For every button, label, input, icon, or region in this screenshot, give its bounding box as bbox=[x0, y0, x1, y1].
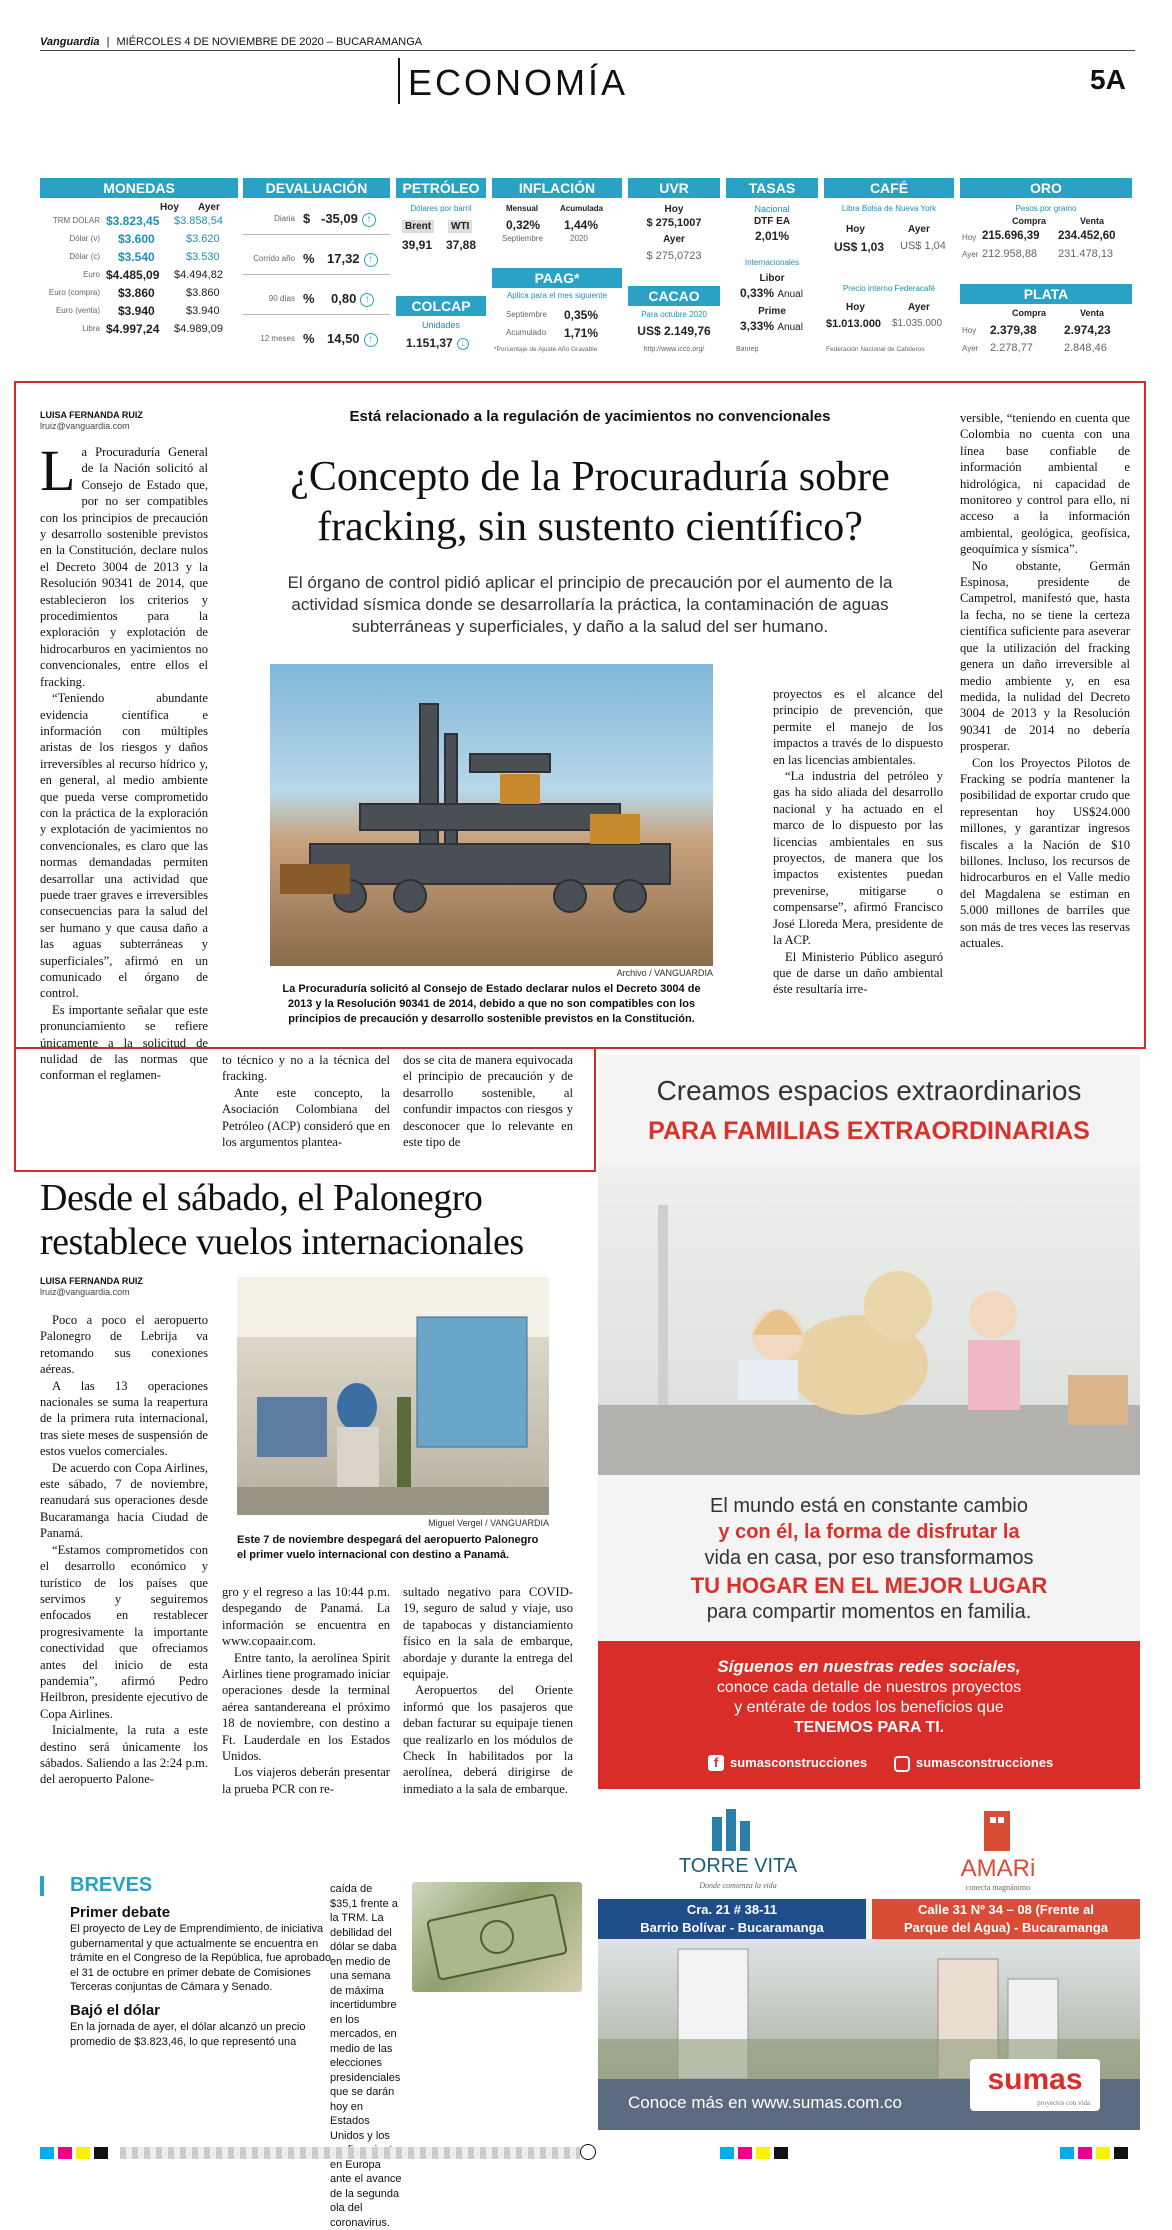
paragraph: Es importante señalar que este pronunciamiento se refiere únicamente a la solicitud de nulidad de las normas que conforman el reglamen- bbox=[40, 1002, 208, 1083]
oro-hoy-label: Hoy bbox=[962, 233, 977, 242]
photo-credit: Miguel Vergel / VANGUARDIA bbox=[428, 1518, 549, 1528]
sumas-advertisement bbox=[598, 1055, 1140, 2130]
airport-scene-illustration bbox=[237, 1277, 549, 1515]
paragraph: El Ministerio Público aseguró que de darse un daño ambiental éste resultaría irre- bbox=[773, 949, 943, 997]
masthead-rule bbox=[40, 50, 1135, 51]
article1-col2 bbox=[222, 1052, 390, 1150]
color-swatch bbox=[1096, 2147, 1110, 2159]
ad-red-text: conoce cada detalle de nuestros proyectos bbox=[716, 1679, 1022, 1696]
devaluacion-value: -35,09 bbox=[321, 211, 358, 226]
inflacion-mensual: 0,32% bbox=[506, 218, 541, 232]
inflacion-mensual-label: Mensual bbox=[506, 204, 539, 213]
cafe-hoy1: US$ 1,03 bbox=[834, 240, 885, 254]
ad-line1: Creamos espacios extraordinarios bbox=[656, 1075, 1082, 1106]
monedas-ayer: $3.940 bbox=[186, 305, 220, 317]
divider bbox=[243, 314, 390, 315]
paragraph: “La industria del petróleo y gas ha sido aliada del desarrollo nacional y ha actuado en el marco de lo dispuesto por las licencias ambientales en sus proyectos, de manera que los impactos existentes puedan prevenirse, mitigarse o compensarse”, afirmó Francisco José Lloreda Mera, presidente de la ACP. bbox=[773, 769, 943, 948]
article-kicker: Está relacionado a la regulación de yacimientos no convencionales bbox=[349, 408, 831, 425]
paag-r2-label: Acumulado bbox=[506, 328, 547, 337]
paag-r1-label: Septiembre bbox=[506, 310, 547, 319]
tasas-src: Banrep bbox=[736, 346, 759, 353]
monedas-label: Libra bbox=[82, 324, 100, 333]
breves-box bbox=[40, 1874, 586, 2229]
ad-social-bar bbox=[598, 1641, 1140, 1789]
devaluacion-row bbox=[331, 291, 374, 307]
inflacion-title: INFLACIÓN bbox=[492, 178, 622, 198]
instagram-icon bbox=[894, 1756, 910, 1772]
devaluacion-title: DEVALUACIÓN bbox=[243, 178, 390, 198]
color-swatch bbox=[720, 2147, 734, 2159]
article-deck: El órgano de control pidió aplicar el principio de precaución por el aumento de la actividad sísmica donde se desarrollaría la práctica, la contaminación de aguas subterráneas y superficiales, y daño a la salud del ser humano. bbox=[287, 573, 893, 636]
devaluacion-value: 14,50 bbox=[327, 331, 360, 346]
monedas-ayer: $4.494,82 bbox=[174, 269, 223, 281]
wti-label: WTI bbox=[448, 220, 472, 233]
monedas-label: TRM DÓLAR bbox=[52, 216, 100, 225]
colcap-row bbox=[406, 336, 469, 350]
monedas-hoy: $3.940 bbox=[118, 304, 155, 318]
inflacion-acumulada-label: Acumulada bbox=[560, 204, 604, 213]
monedas-label: Dólar (c) bbox=[69, 252, 100, 261]
uvr-hoy: $ 275,1007 bbox=[646, 217, 702, 229]
paragraph: Aeropuertos del Oriente informó que los pasajeros que deban facturar su equipaje tienen que realizarlo en los módulos de Check In habilitados por la aerolínea, deberá dirigirse de inmediato a la sala de embarque. bbox=[403, 1683, 573, 1796]
address2-line: Calle 31 Nº 34 – 08 (Frente al bbox=[917, 1902, 1094, 1917]
oro-compra-label: Compra bbox=[1012, 216, 1047, 226]
paragraph: Los viajeros deberán presentar la prueba PCR con re- bbox=[222, 1765, 390, 1796]
sumas-logo-text: sumas bbox=[987, 2063, 1083, 2096]
monedas-ayer: $3.620 bbox=[186, 233, 220, 245]
uvr-box bbox=[628, 178, 720, 358]
byline-email: lruiz@vanguardia.com bbox=[40, 421, 130, 431]
article2-headline: Desde el sábado, el Palonegro restablece vuelos internacionales bbox=[40, 1177, 524, 1263]
oro-box bbox=[960, 178, 1132, 358]
monedas-label: Euro (compra) bbox=[48, 288, 100, 297]
registration-mark-icon bbox=[580, 2144, 596, 2160]
oro-hoy-venta: 234.452,60 bbox=[1058, 230, 1116, 242]
ad-body: vida en casa, por eso transformamos bbox=[704, 1547, 1034, 1569]
color-swatch bbox=[76, 2147, 90, 2159]
masthead: Vanguardia | MIÉRCOLES 4 DE NOVIEMBRE DE 2020 – BUCARAMANGA bbox=[40, 36, 423, 48]
ad-body: y con él, la forma de disfrutar la bbox=[718, 1521, 1020, 1543]
oro-sub: Pesos por gramo bbox=[1015, 204, 1077, 213]
cacao-title: CACAO bbox=[628, 286, 720, 306]
section-bar bbox=[398, 58, 400, 104]
monedas-hoy: $3.860 bbox=[118, 286, 155, 300]
photo-caption: Este 7 de noviembre despegará del aeropuerto Palonegro el primer vuelo internacional con destino a Panamá. bbox=[237, 1534, 539, 1561]
color-swatch bbox=[738, 2147, 752, 2159]
buildings-illustration bbox=[598, 1939, 1140, 2079]
paragraph: to técnico y no a la técnica del fracking. bbox=[222, 1053, 390, 1084]
colcap-value: 1.151,37 bbox=[406, 336, 453, 350]
dollar-bill-icon bbox=[412, 1882, 582, 1992]
uvr-ayer-label: Ayer bbox=[663, 234, 685, 245]
paper-name: Vanguardia bbox=[40, 36, 100, 48]
paragraph: Poco a poco el aeropuerto Palonegro de Lebrija va retomando sus conexiones aéreas. bbox=[40, 1313, 208, 1377]
plata-ayer-compra: 2.278,77 bbox=[990, 342, 1033, 354]
paragraph: De acuerdo con Copa Airlines, este sábado, 7 de noviembre, reanudará sus operaciones desde Bucaramanga hacia Ciudad de Panamá. bbox=[40, 1460, 208, 1541]
petroleo-box bbox=[396, 178, 486, 358]
tasas-libor-row bbox=[740, 286, 803, 300]
plata-ayer-venta: 2.848,46 bbox=[1064, 342, 1107, 354]
cafe-title: CAFÉ bbox=[824, 178, 954, 198]
brand2-name: AMARi bbox=[960, 1855, 1036, 1882]
sumas-logo-tag: proyectos con vida bbox=[1037, 2099, 1090, 2107]
devaluacion-value: 17,32 bbox=[327, 251, 360, 266]
devaluacion-label: Diaria bbox=[274, 214, 295, 223]
dollar-bills-photo bbox=[412, 1882, 582, 1992]
address2 bbox=[872, 1899, 1140, 1939]
arrow-down-icon: ↓ bbox=[457, 338, 469, 350]
devaluacion-label: Corrido año bbox=[253, 254, 295, 263]
petroleo-title: PETRÓLEO bbox=[396, 178, 486, 198]
cafe-ayer-label: Ayer bbox=[908, 302, 930, 313]
devaluacion-value: 0,80 bbox=[331, 291, 357, 306]
article1-col3 bbox=[403, 1052, 573, 1150]
gray-scale-strip bbox=[120, 2147, 580, 2159]
cafe-hoy2: $1.013.000 bbox=[826, 318, 882, 330]
facebook-icon: f bbox=[708, 1755, 724, 1771]
breves-heading: Primer debate bbox=[70, 1904, 171, 1921]
paragraph: Con los Proyectos Pilotos de Fracking se podría mantener la posibilidad de exportar crudo que representan hoy US$24.000 millones, y garantizar ingresos fiscales a la Nación de $10 billones. Incluso, los recursos de hidrocarburos en el Valle medio del Magdalena se estiman en 5.000 millones de barriles que son más de tres veces las reservas actuales. bbox=[960, 755, 1130, 950]
devaluacion-unit: % bbox=[303, 251, 315, 266]
ad-line2: PARA FAMILIAS EXTRAORDINARIAS bbox=[648, 1117, 1090, 1145]
monedas-title: MONEDAS bbox=[40, 178, 238, 198]
devaluacion-label: 12 meses bbox=[260, 334, 295, 343]
divider bbox=[243, 234, 390, 235]
children-dog-illustration bbox=[598, 1165, 1140, 1475]
family-photo bbox=[598, 1165, 1140, 1475]
colcap-sub: Unidades bbox=[421, 320, 461, 330]
color-swatch bbox=[1060, 2147, 1074, 2159]
brand1-name: TORRE VITA bbox=[678, 1855, 798, 1877]
uvr-ayer: $ 275,0723 bbox=[646, 250, 702, 262]
arrow-up-icon: ↑ bbox=[362, 213, 376, 227]
monedas-hoy: $4.997,24 bbox=[106, 322, 160, 336]
ad-body: TU HOGAR EN EL MEJOR LUGAR bbox=[690, 1573, 1048, 1598]
color-swatch bbox=[40, 2147, 54, 2159]
arrow-up-icon: ↑ bbox=[360, 293, 374, 307]
oro-title: ORO bbox=[960, 178, 1132, 198]
cafe-ayer2: $1.035.000 bbox=[892, 318, 943, 329]
ad-body: para compartir momentos en familia. bbox=[706, 1601, 1032, 1623]
paag-r1: 0,35% bbox=[564, 308, 599, 322]
monedas-label: Euro bbox=[83, 270, 100, 279]
paag-note: *Porcentaje de Ajuste Año Gravable bbox=[494, 346, 598, 353]
breves-text: caída de $35,1 frente a la TRM. La debilidad del dólar se daba en medio de una semana de máxima incertidumbre en los mercados, en medio de las elecciones presidenciales que se darán hoy en Estados Unidos y los en Europa ante el avance de la segunda ola del coronavirus. bbox=[330, 1883, 402, 2229]
devaluacion-row bbox=[327, 331, 378, 347]
byline-email: lruiz@vanguardia.com bbox=[40, 1287, 130, 1297]
devaluacion-box bbox=[243, 178, 390, 358]
monedas-hoy: $4.485,09 bbox=[106, 268, 160, 282]
tasas-dtf-label: DTF EA bbox=[753, 216, 791, 227]
cafe-hoy-label: Hoy bbox=[846, 302, 865, 313]
buildings-photo bbox=[598, 1939, 1140, 2079]
tasas-int-label: Internacionales bbox=[744, 258, 800, 267]
paragraph: Entre tanto, la aerolínea Spirit Airlines tiene programado iniciar operaciones desde la terminal aérea santandereana el próximo 18 de noviembre, con destino a Ft. Lauderdale en los Estados Unidos. bbox=[222, 1650, 390, 1764]
paragraph: A las 13 operaciones nacionales se suma la reapertura de la primera ruta internacional, tras siete meses de suspensión de estos vuelos comerciales. bbox=[40, 1378, 208, 1459]
inflacion-anio: 2020 bbox=[570, 234, 588, 243]
torre-vita-logo-icon bbox=[706, 1807, 764, 1851]
paragraph: versible, “teniendo en cuenta que Colombia no cuenta con una línea base confiable de información ambiental e hidrológica, ni capacidad de monitoreo y control para ello, ni acceso a la información ambiental, geológica, geofísica, geoquímica y sísmica”. bbox=[960, 411, 1130, 557]
breves-text: En la jornada de ayer, el dólar alcanzó un precio promedio de $3.823,46, lo que representó una bbox=[70, 2021, 306, 2048]
paag-title: PAAG* bbox=[492, 268, 622, 288]
plata-hoy-compra: 2.379,38 bbox=[990, 323, 1037, 337]
plata-hoy-venta: 2.974,23 bbox=[1064, 323, 1111, 337]
ad-instagram[interactable] bbox=[894, 1755, 1053, 1772]
cafe-ayer1: US$ 1,04 bbox=[900, 240, 946, 252]
monedas-ayer: $4.989,09 bbox=[174, 323, 223, 335]
section-title: ECONOMÍA bbox=[408, 62, 629, 103]
tasas-nacional-label: Nacional bbox=[754, 204, 790, 214]
monedas-hoy: $3.600 bbox=[118, 232, 155, 246]
page-number: 5A bbox=[1090, 64, 1126, 95]
color-swatch bbox=[1078, 2147, 1092, 2159]
cafe-src: Federación Nacional de Cafeteros bbox=[826, 346, 925, 353]
paragraph: “Estamos comprometidos con el desarrollo económico y turístico de los países que servimos y seguiremos enfocados en restablecer progresivamente la importante conectividad que ofreciamos antes del inicio de esta pandemia”, afirmó Pedro Heilbron, presidente ejecutivo de Copa Airlines. bbox=[40, 1542, 208, 1721]
cafe-sub1: Libra Bolsa de Nueva York bbox=[841, 204, 937, 213]
cacao-value: US$ 2.149,76 bbox=[637, 324, 711, 338]
paag-sub: Aplica para el mes siguiente bbox=[506, 291, 608, 300]
issue-date: MIÉRCOLES 4 DE NOVIEMBRE DE 2020 – BUCARAMANGA bbox=[116, 36, 423, 48]
devaluacion-row bbox=[327, 251, 378, 267]
monedas-ayer: $3.530 bbox=[186, 251, 220, 263]
ad-facebook[interactable] bbox=[708, 1755, 867, 1771]
cafe-ayer-label: Ayer bbox=[908, 224, 930, 235]
color-swatch bbox=[94, 2147, 108, 2159]
paragraph: Inicialmente, la ruta a este destino será únicamente los sábados. Saliendo a las 2:24 p.m. del aeropuerto Palone- bbox=[40, 1723, 208, 1787]
drop-cap: L bbox=[40, 438, 76, 503]
tasas-libor: 0,33% bbox=[740, 286, 775, 300]
paragraph: a Procuraduría General de la Nación solicitó al Consejo de Estado que, por no ser compatibles con los principios de precaución y desarrollo sostenible previstos en la Constitución, declare nulos el Decreto 3004 de 2013 y la Resolución 90341 de 2014, que establecieron los criterios y procedimientos para la exploración y explotación de hidrocarburos en yacimientos no convencionales, entre ellos el fracking. bbox=[40, 445, 208, 689]
print-color-bar bbox=[40, 2147, 1135, 2161]
paragraph: proyectos es el alcance del principio de prevención, que permite el manejo de los impactos a través de lo dispuesto en las licencias ambientales. bbox=[773, 687, 943, 767]
devaluacion-unit: % bbox=[303, 331, 315, 346]
article2-col2 bbox=[222, 1584, 390, 1797]
brand2-tag: conecta magnánimo bbox=[965, 1883, 1031, 1892]
tasas-prime: 3,33% bbox=[740, 319, 775, 333]
inflacion-box bbox=[492, 178, 622, 358]
breves-text: El proyecto de Ley de Emprendimiento, de iniciativa gubernamental y que actualmente se encuentra en trámite en el Congreso de la República, fue aprobado el 31 de octubre en primer debate de Comisiones Terceras conjuntas de Cámara y Senado. bbox=[70, 1923, 332, 1993]
plata-compra-label: Compra bbox=[1012, 308, 1047, 318]
tasas-prime-label: Prime bbox=[758, 306, 786, 317]
fracking-rig-illustration bbox=[270, 664, 713, 966]
ad-brands bbox=[598, 1789, 1140, 1899]
article-headline: ¿Concepto de la Procuraduría sobre fracking, sin sustento científico? bbox=[290, 454, 890, 550]
inflacion-acumulada: 1,44% bbox=[564, 218, 599, 232]
paragraph: dos se cita de manera equivocada el principio de precaución y de desarrollo sostenible, al confundir impactos con riesgos y desconocer que lo relevante en este tipo de bbox=[403, 1053, 573, 1150]
cacao-url: http://www.icco.org/ bbox=[643, 346, 705, 353]
tasas-dtf: 2,01% bbox=[754, 229, 790, 243]
article1-col5 bbox=[960, 410, 1130, 1040]
sumas-logo bbox=[970, 2059, 1100, 2111]
monedas-hoy: $3.823,45 bbox=[106, 214, 160, 228]
ad-website[interactable]: Conoce más en www.sumas.com.co bbox=[628, 2093, 902, 2112]
byline-author: LUISA FERNANDA RUIZ bbox=[40, 410, 143, 420]
oro-ayer-label: Ayer bbox=[962, 250, 979, 259]
devaluacion-label: 90 días bbox=[268, 294, 295, 303]
instagram-handle: sumasconstrucciones bbox=[916, 1755, 1054, 1770]
address1 bbox=[598, 1899, 866, 1939]
paragraph: gro y el regreso a las 10:44 p.m. despegando de Panamá. La información se encuentra en www.copaair.com. bbox=[222, 1585, 390, 1649]
monedas-col-ayer: Ayer bbox=[198, 202, 220, 213]
plata-venta-label: Venta bbox=[1080, 308, 1105, 318]
tasas-prime-row bbox=[740, 319, 803, 333]
monedas-col-hoy: Hoy bbox=[160, 202, 179, 213]
ad-body: El mundo está en constante cambio bbox=[710, 1495, 1028, 1517]
ad-footer bbox=[598, 2063, 1140, 2130]
address1-line: Barrio Bolívar - Bucaramanga bbox=[640, 1920, 824, 1935]
tasas-box bbox=[726, 178, 818, 358]
cafe-box bbox=[824, 178, 954, 358]
plata-hoy-label: Hoy bbox=[962, 326, 977, 335]
ad-red-text: TENEMOS PARA TI. bbox=[793, 1719, 945, 1736]
tasas-libor-label: Libor bbox=[759, 273, 785, 284]
brent-label: Brent bbox=[402, 220, 434, 233]
airport-photo bbox=[237, 1277, 549, 1515]
color-swatch bbox=[774, 2147, 788, 2159]
photo-credit: Archivo / VANGUARDIA bbox=[616, 968, 713, 978]
paag-r2: 1,71% bbox=[564, 326, 599, 340]
cafe-hoy-label: Hoy bbox=[846, 224, 865, 235]
article1-col1 bbox=[40, 438, 208, 1083]
brent-value: 39,91 bbox=[402, 238, 433, 252]
monedas-ayer: $3.860 bbox=[186, 287, 220, 299]
oro-ayer-venta: 231.478,13 bbox=[1058, 248, 1114, 260]
monedas-hoy: $3.540 bbox=[118, 250, 155, 264]
fracking-photo bbox=[270, 664, 713, 966]
monedas-label: Dólar (v) bbox=[69, 234, 100, 243]
monedas-box bbox=[40, 178, 238, 358]
devaluacion-row bbox=[321, 211, 376, 227]
wti-value: 37,88 bbox=[446, 238, 477, 252]
inflacion-mes: Septiembre bbox=[502, 234, 543, 243]
address2-line: Parque del Agua) - Bucaramanga bbox=[904, 1920, 1108, 1935]
color-swatch bbox=[756, 2147, 770, 2159]
monedas-label: Euro (venta) bbox=[55, 306, 100, 315]
colcap-title: COLCAP bbox=[396, 296, 486, 316]
paragraph: “Teniendo abundante evidencia científica e información con múltiples aristas de los riesgos y daños irreversibles al recurso hídrico y, en general, al medio ambiente que pueda verse comprometido con la práctica de la exploración y explotación de yacimientos no convencionales, es claro que las normas demandadas permiten desarrollar una actividad que puede traer graves e irreversibles consecuencias para la salud del ser humano y que causa daño a las aguas subterráneas y superficiales”, afirmó en un comunicado el órgano de control. bbox=[40, 691, 208, 1001]
uvr-title: UVR bbox=[628, 178, 720, 198]
arrow-up-icon: ↑ bbox=[364, 333, 378, 347]
color-swatch bbox=[1114, 2147, 1128, 2159]
paragraph: sultado negativo para COVID-19, seguro de salud y viaje, uso de tapabocas y distanciamiento físico en la sala de embarque, abordaje y durante la entrega del equipaje. bbox=[403, 1585, 573, 1682]
paragraph: Ante este concepto, la Asociación Colombiana del Petróleo (ACP) consideró que en los argumentos plantea- bbox=[222, 1085, 390, 1150]
tasas-libor-unit: Anual bbox=[777, 289, 803, 300]
paragraph: No obstante, Germán Espinosa, presidente de Campetrol, manifestó que, hasta la fecha, no se tiene la certeza científica suficiente para aseverar que la utilización del fracking genera un daño irreversible al medio ambiente y, en esa medida, la nulidad del Decreto 3004 de 2013 y la Resolución 90341 de 2014 no debería prosperar. bbox=[960, 558, 1130, 754]
ad-red-text: Síguenos en nuestras redes sociales, bbox=[717, 1657, 1021, 1676]
byline-author: LUISA FERNANDA RUIZ bbox=[40, 1276, 143, 1286]
plata-title: PLATA bbox=[960, 284, 1132, 304]
arrow-up-icon: ↑ bbox=[364, 253, 378, 267]
divider bbox=[243, 274, 390, 275]
amari-logo-icon bbox=[980, 1811, 1014, 1851]
photo-caption: La Procuraduría solicitó al Consejo de Estado declarar nulos el Decreto 3004 de 2013 y la Resolución 90341 de 2014, debido a que no son compatibles con los principios de precaución y desarrollo sostenible previstos en la Constitución. bbox=[282, 983, 701, 1025]
article1-col4 bbox=[773, 686, 943, 1038]
uvr-hoy-label: Hoy bbox=[664, 204, 684, 215]
breves-accent bbox=[40, 1876, 44, 1896]
color-swatch bbox=[58, 2147, 72, 2159]
breves-title: BREVES bbox=[70, 1874, 153, 1896]
plata-ayer-label: Ayer bbox=[962, 344, 979, 353]
breves-heading: Bajó el dólar bbox=[70, 2002, 161, 2019]
tasas-prime-unit: Anual bbox=[777, 322, 803, 333]
article2-col3 bbox=[403, 1584, 573, 1797]
cafe-sub2: Precio interno Federacafé bbox=[842, 284, 936, 293]
devaluacion-unit: % bbox=[303, 291, 315, 306]
petroleo-sub: Dólares por barril bbox=[410, 204, 472, 213]
oro-venta-label: Venta bbox=[1080, 216, 1105, 226]
article2-col1 bbox=[40, 1312, 208, 1788]
address1-line: Cra. 21 # 38-11 bbox=[686, 1902, 778, 1917]
oro-hoy-compra: 215.696,39 bbox=[982, 230, 1040, 242]
devaluacion-unit: $ bbox=[303, 211, 311, 226]
monedas-ayer: $3.858,54 bbox=[174, 215, 223, 227]
oro-ayer-compra: 212.958,88 bbox=[982, 248, 1038, 260]
ad-red-text: y entérate de todos los beneficios que bbox=[734, 1699, 1004, 1716]
cacao-sub: Para octubre 2020 bbox=[641, 310, 707, 319]
tasas-title: TASAS bbox=[726, 178, 818, 198]
facebook-handle: sumasconstrucciones bbox=[730, 1755, 868, 1770]
brand1-tag: Donde comienza la vida bbox=[699, 1881, 777, 1890]
